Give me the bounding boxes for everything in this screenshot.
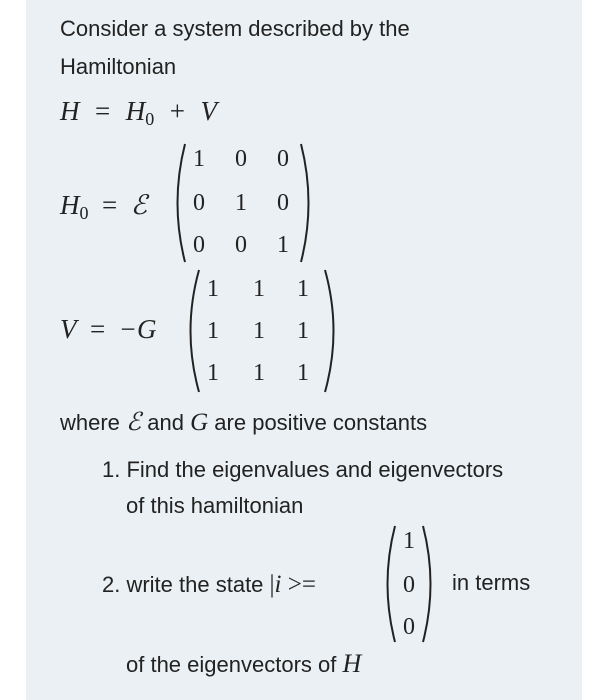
v-cell: 1 xyxy=(253,276,265,302)
ket-bar: | xyxy=(269,571,275,598)
v-cell: 1 xyxy=(253,318,265,344)
where-pre: where xyxy=(60,410,127,435)
h0-cell: 1 xyxy=(277,232,289,258)
h0-cell: 0 xyxy=(193,232,205,258)
where-g-symbol: G xyxy=(190,409,209,436)
h0-cell: 0 xyxy=(277,146,289,172)
h0-lhs-subscript: 0 xyxy=(79,203,89,223)
question-2-line-1 xyxy=(102,570,316,600)
h0-cell: 0 xyxy=(235,146,247,172)
question-2-pre: 2. write the state xyxy=(102,572,270,597)
plus-sign: + xyxy=(169,96,186,126)
h0-matrix-right-paren xyxy=(298,142,318,264)
h0-cell: 1 xyxy=(193,146,205,172)
h0-cell: 0 xyxy=(193,190,205,216)
where-post: are positive constants xyxy=(208,410,428,435)
intro-line-1: Consider a system described by the xyxy=(60,16,410,41)
where-mid: and xyxy=(141,410,191,435)
v-cell: 1 xyxy=(207,318,219,344)
where-statement xyxy=(60,408,427,438)
h0-lhs-symbol: H xyxy=(60,190,80,220)
h0-cell: 1 xyxy=(235,190,247,216)
question-1-line-1: 1. Find the eigenvalues and eigenvectors xyxy=(102,457,504,482)
v-cell: 1 xyxy=(297,276,309,302)
state-vector-entry: 0 xyxy=(403,614,415,640)
h0-equation-lhs xyxy=(60,190,147,224)
v-cell: 1 xyxy=(297,360,309,386)
h0-subscript: 0 xyxy=(145,109,155,129)
question-2-h-symbol: H xyxy=(342,649,362,678)
v-equals-sign: = xyxy=(90,314,106,344)
h0-symbol: H xyxy=(125,96,146,126)
h0-equals-sign: = xyxy=(102,190,118,220)
h0-energy-coefficient: ℰ xyxy=(130,190,148,220)
intro-line-2: Hamiltonian xyxy=(60,54,177,79)
question-2-line-2 xyxy=(126,648,361,679)
v-cell: 1 xyxy=(207,276,219,302)
equals-sign: = xyxy=(95,96,111,126)
h0-cell: 0 xyxy=(277,190,289,216)
v-cell: 1 xyxy=(207,360,219,386)
state-vector-entry: 0 xyxy=(403,572,415,598)
question-2-post: in terms xyxy=(452,570,531,595)
v-symbol: V xyxy=(200,96,218,126)
v-cell: 1 xyxy=(253,360,265,386)
hamiltonian-equation xyxy=(60,96,217,130)
ket-i: i xyxy=(274,571,282,598)
v-matrix-right-paren xyxy=(322,268,344,394)
state-vector-entry: 1 xyxy=(403,528,415,554)
v-cell: 1 xyxy=(297,318,309,344)
h0-cell: 0 xyxy=(235,232,247,258)
question-1-line-2: of this hamiltonian xyxy=(126,493,304,518)
h-symbol: H xyxy=(60,96,80,126)
v-equation-lhs xyxy=(60,314,156,345)
v-g-coefficient: −G xyxy=(118,314,157,344)
v-lhs-symbol: V xyxy=(60,314,77,344)
where-energy-symbol: ℰ xyxy=(126,409,142,436)
question-2-line-2-text: of the eigenvectors of xyxy=(126,652,343,677)
ket-close: >= xyxy=(281,571,316,598)
